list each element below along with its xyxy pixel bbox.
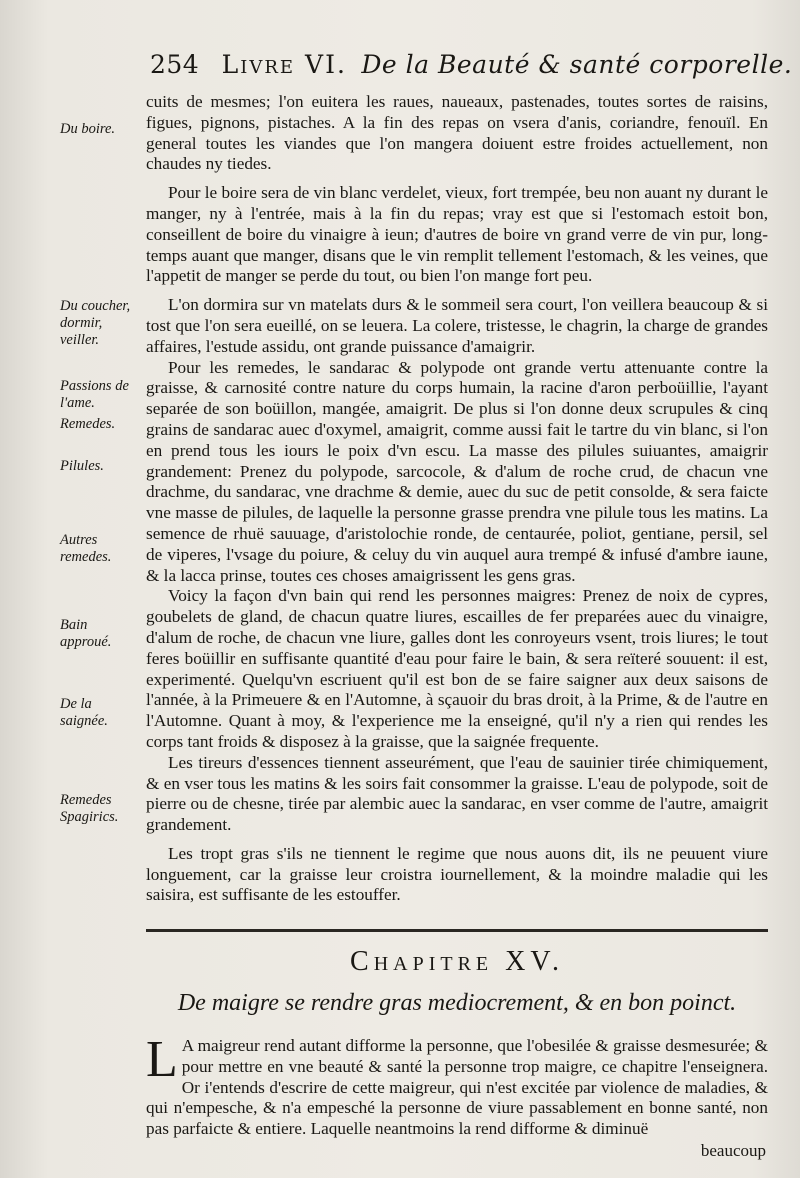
margin-note-spagirics: Remedes Spagirics.: [60, 792, 119, 825]
chapter-paragraph: A maigreur rend autant difforme la personne, que l'obesilée & graisse desmesurée; & pour mettre en vne beauté & santé la personne trop maigre, ce chapitre l'enseignera. Or i'entends d'escrire de cette maigreur, qui n'est excitée par violence de maladies, & qui n'empesche, & n'a empesché la personne de viure passablement en bonne santé, non pas parfaicte & entiere. Laquelle neantmoins la rend difforme & diminuë: [146, 1036, 768, 1139]
margin-notes: [0, 0, 140, 1000]
paragraph: Pour les remedes, le sandarac & polypode ont grande vertu attenuante contre la graisse, & carnosité contre nature du corps humain, la racine d'aron perboüillie, l'ayant separée de son boüillon, mangée, amaigrit. De plus si l'on donne deux scrupules & cinq grains de sandarac auec d'oxymel, amaigrit, comme aussi fait le tartre du vin blanc, si l'on en prend tous les iours le poix d'vn escu. La masse des pilules suiuantes, amaigrir grandement: Prenez du polypode, sarcocole, & d'alum de roche crud, de chacun vne drachme, du sandarac, vne drachme & demie, auec du suc de petit consolde, & sera faicte vne masse de pilules, de laquelle la personne grasse prendra vne pilule tous les matins. La semence de rhuë sauuage, d'aristolochie ronde, de centaurée, poliot, gentiane, persil, sel de viperes, l'vsage du poiure, & celuy du vin auquel aura trempé & infusé d'ambre iaune, & la lacca prinse, toutes ces choses amaigrissent les gens gras.: [146, 357, 768, 585]
margin-note-du-boire: Du boire.: [60, 121, 116, 137]
margin-note-du-coucher: Du coucher, dormir, veiller.: [60, 298, 131, 348]
margin-note-bain: Bain approué.: [60, 617, 112, 650]
paragraph: cuits de mesmes; l'on euitera les raues, naueaux, pastenades, toutes sortes de raisins, figues, pignons, pistaches. A la fin des repas on vsera d'anis, coriandre, fenouïl. En general toutes les viandes que l'on mangera doiuent estre froides actuellement, non chaudes ny tiedes.: [146, 92, 768, 174]
paragraph: L'on dormira sur vn matelats durs & le sommeil sera court, l'on veillera beaucoup & si tost que l'on sera eueillé, on se leuera. La colere, tristesse, le chagrin, la charge de grandes affaires, l'estude assidu, ont grande puissance d'amaigrir.: [146, 295, 768, 356]
running-title: De la Beauté & santé corporelle.: [361, 50, 793, 79]
drop-cap: L: [146, 1031, 178, 1088]
paragraph: Pour le boire sera de vin blanc verdelet, vieux, fort trempée, beu non auant ny durant le manger, ny à l'entrée, mais à la fin du repas; vray est que si l'estomach estoit bon, conseillent de boire du vinaigre à ieun; d'autres de boire vn grand verre de vin pur, long-temps auant que manger, disans que le vin remplit tellement l'estomach, & les veines, que l'appetit de manger se perde du tout, ou bien l'on mange fort peu.: [146, 183, 768, 286]
margin-note-saignee: De la saignée.: [60, 696, 108, 729]
paragraph: Les tropt gras s'ils ne tiennent le regime que nous auons dit, ils ne peuuent viure longuement, car la graisse leur croistra iournellement, & la moindre maladie qui les saisira, est suffisante de les estouffer.: [146, 843, 768, 905]
paragraph: Les tireurs d'essences tiennent asseurément, que l'eau de sauinier tirée chimiquement, & en vser tous les matins & les soirs fait consommer la graisse. L'eau de polypode, soit de pierre ou de chesne, tirée par alembic auec la sandarac, en vser comme de l'autre, amaigrit grandement.: [146, 752, 768, 835]
margin-note-pilules: Pilules.: [60, 458, 104, 474]
chapter-title: De maigre se rendre gras mediocrement, & en bon poinct.: [177, 990, 737, 1016]
catchword: beaucoup: [700, 1141, 766, 1160]
paragraph: Voicy la façon d'vn bain qui rend les personnes maigres: Prenez de noix de cypres, goubelets de gland, de chacun quatre liures, escailles de fer preparées auec du vinaigre, d'alum de roche, de chacun vne liure, galles dont les conroyeurs vsent, trois liures; le tout feres boüillir en suffisante quantité d'eau pour faire le bain, & sera reïteré souuent: il est, experimenté. Quelqu'vn escriuent qu'il est bon de se faire saigner aux deux saisons de l'année, à la Primeuere & en l'Automne, à sçauoir du bras droit, à la Prime, & de l'autre en l'Automne. Quant à moy, & l'experience me la enseigné, qu'il n'y a rien qui rendes les corps tant froids & disposez à la graisse, que la saignée frequente.: [146, 586, 768, 751]
chapter-body: [146, 1031, 768, 1140]
body-text: [146, 92, 768, 906]
book-label: Livre VI.: [221, 50, 347, 79]
page-number: 254: [150, 50, 200, 79]
running-head: [150, 50, 793, 79]
divider-rule: [146, 929, 768, 932]
margin-note-remedes: Remedes.: [60, 416, 116, 432]
margin-note-autres-remedes: Autres remedes.: [60, 532, 112, 565]
chapter-label: Chapitre XV.: [350, 946, 564, 977]
margin-note-passions: Passions de l'ame.: [60, 378, 129, 411]
